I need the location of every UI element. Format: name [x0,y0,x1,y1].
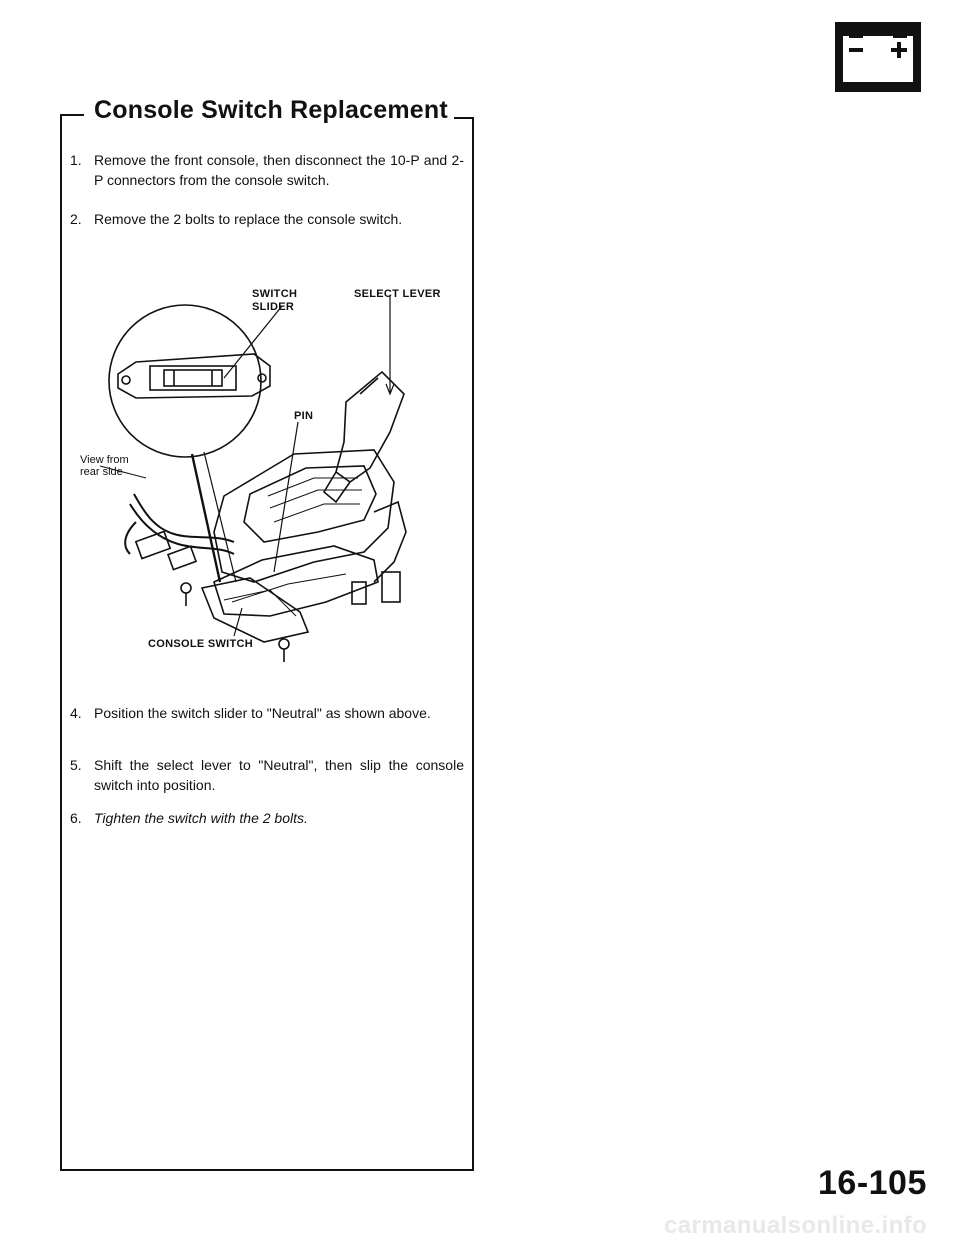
step-text: Remove the front console, then disconnect the 10-P and 2-P connectors from the console switch. [94,152,464,188]
frame-border-left [60,114,62,1170]
assembly-drawing [74,282,464,678]
step-number: 4. [70,705,82,721]
step-number: 5. [70,757,82,773]
callout-pin: PIN [294,410,314,422]
page-number: 16-105 [818,1164,927,1202]
step-number: 1. [70,152,82,168]
callout-switch-slider [252,288,297,314]
step-text: Shift the select lever to "Neutral", then slip the console switch into position. [94,757,464,793]
battery-icon [835,22,921,92]
callout-text: SLIDER [252,301,295,313]
view-label [80,454,129,478]
callout-console-switch: CONSOLE SWITCH [148,638,254,650]
step-number: 6. [70,810,82,826]
frame-border-right [472,117,474,1170]
step-number: 2. [70,211,82,227]
step-text: Tighten the switch with the 2 bolts. [94,810,308,826]
section-title: Console Switch Replacement [88,96,454,125]
callout-text: SWITCH [252,288,298,300]
frame-line [60,114,84,116]
step-text: Position the switch slider to "Neutral" as shown above. [94,705,431,721]
callout-select-lever: SELECT LEVER [354,288,441,300]
step-text: Remove the 2 bolts to replace the console switch. [94,211,403,227]
frame-border-bottom [60,1169,474,1171]
view-label-line: rear side [80,466,123,478]
view-label-line: View from [80,454,129,466]
watermark: carmanualsonline.info [664,1212,928,1239]
console-switch-illustration [74,282,464,678]
